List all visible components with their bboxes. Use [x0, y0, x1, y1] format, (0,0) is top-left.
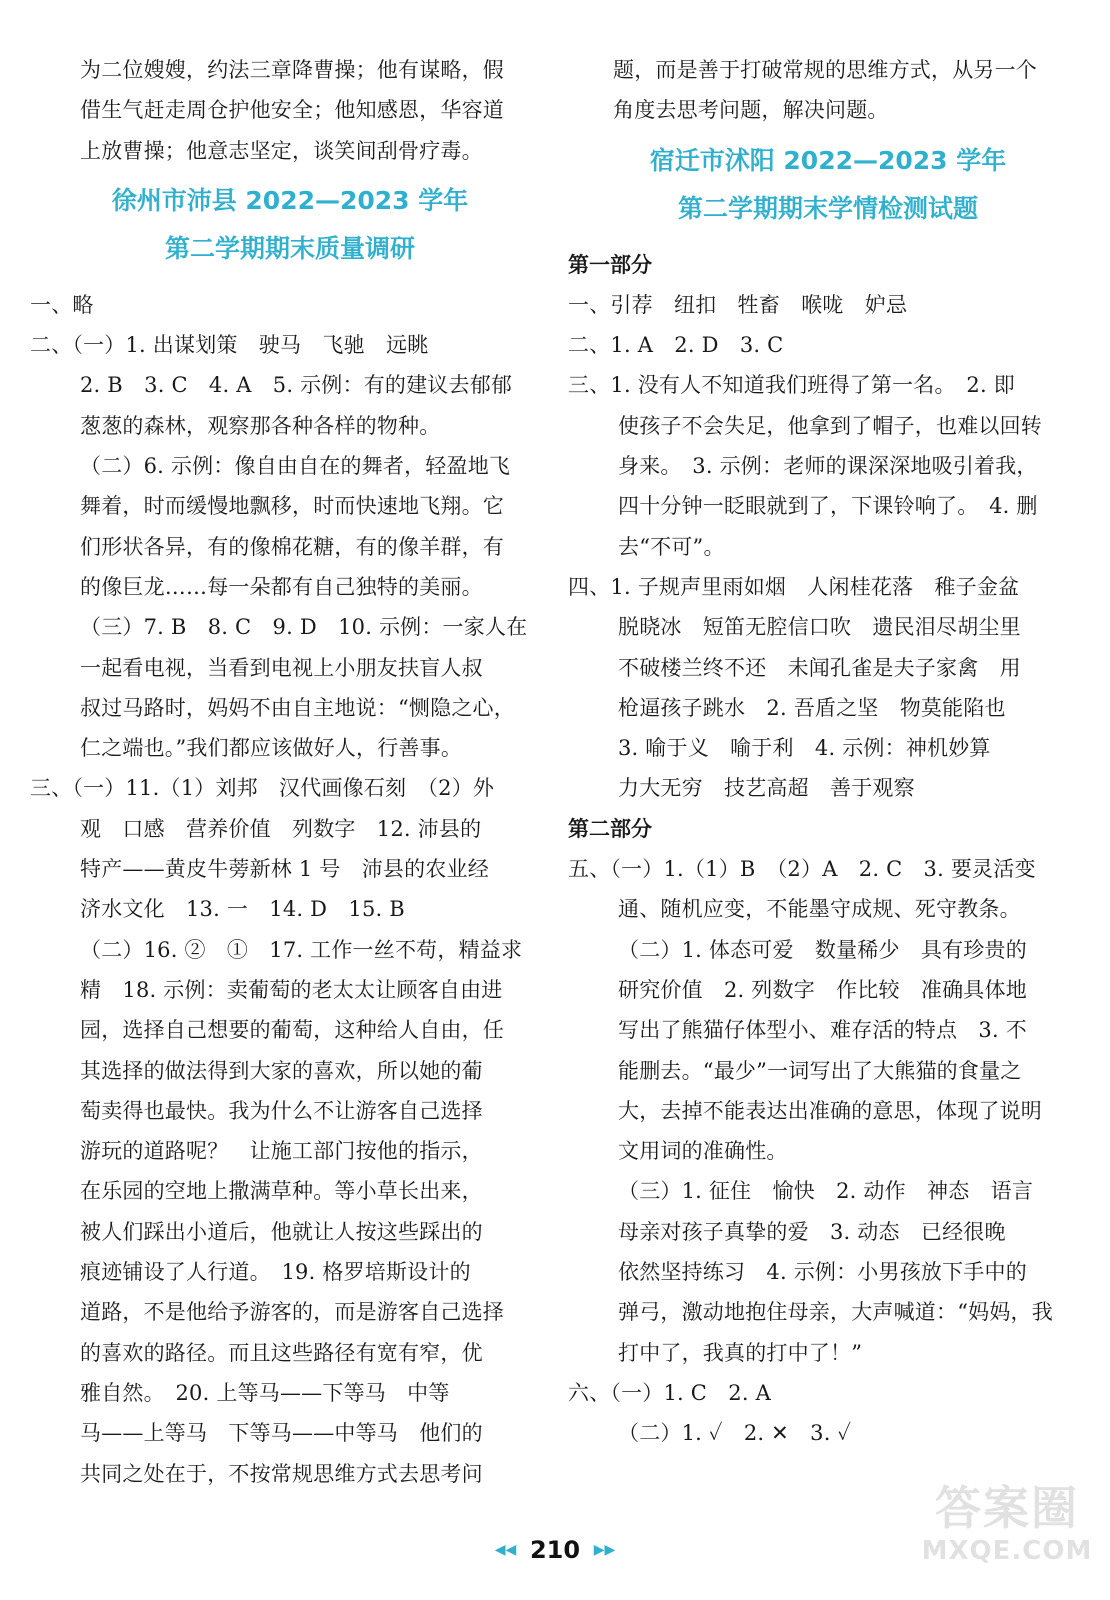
answer-line: 葱葱的森林，观察那各种各样的物种。 — [80, 413, 441, 438]
answer-line: 二、1. A 2. D 3. C — [568, 333, 784, 358]
answer-line: 研究价值 2. 列数字 作比较 准确具体地 — [618, 977, 1027, 1002]
section-title-line2: 第二学期期末质量调研 — [164, 233, 415, 263]
answer-line: （二）6. 示例：像自由自在的舞者，轻盈地飞 — [80, 454, 511, 479]
answer-line: 四十分钟一眨眼就到了，下课铃响了。 4. 删 — [618, 494, 1038, 519]
answer-line: 特产——黄皮牛蒡新林 1 号 沛县的农业经 — [80, 857, 489, 882]
intro-line: 借生气赶走周仓护他安全；他知感恩，华容道 — [80, 98, 504, 123]
answer-line: 六、（一）1. C 2. A — [568, 1380, 771, 1405]
right-column — [568, 50, 1088, 1454]
section-heading: 第二部分 — [568, 816, 652, 841]
answer-line: （三）7. B 8. C 9. D 10. 示例：一家人在 — [80, 615, 528, 640]
answer-line: 身来。 3. 示例：老师的课深深地吸引着我， — [618, 454, 1038, 479]
answer-line: 五、（一）1.（1）B （2）A 2. C 3. 要灵活变 — [568, 857, 1036, 882]
answer-line: 仁之端也。”我们都应该做好人，行善事。 — [80, 736, 463, 761]
intro-line: 题，而是善于打破常规的思维方式，从另一个 — [613, 58, 1037, 82]
answer-line: 2. B 3. C 4. A 5. 示例：有的建议去郁郁 — [80, 373, 513, 398]
answer-line: 脱晓冰 短笛无腔信口吹 遗民泪尽胡尘里 — [618, 615, 1021, 640]
section-heading: 第一部分 — [568, 252, 652, 277]
answer-line: 依然坚持练习 4. 示例：小男孩放下手中的 — [618, 1260, 1027, 1285]
answer-line: 精 18. 示例：卖葡萄的老太太让顾客自由进 — [80, 977, 503, 1002]
answer-line: 四、1. 子规声里雨如烟 人闲桂花落 稚子金盆 — [568, 574, 1020, 599]
answer-line: （二）1. ✓ 2. ✕ 3. ✓ — [618, 1421, 852, 1446]
answer-line: 在乐园的空地上撒满草种。等小草长出来， — [80, 1179, 483, 1204]
section-title-line2: 第二学期期末学情检测试题 — [677, 193, 978, 223]
answer-line: 母亲对孩子真挚的爱 3. 动态 已经很晚 — [618, 1219, 1006, 1244]
left-answers — [30, 285, 550, 1494]
answer-line: （二）16. ② ① 17. 工作一丝不苟，精益求 — [80, 937, 523, 962]
answer-line: 文用词的准确性。 — [618, 1139, 788, 1164]
left-intro — [30, 50, 550, 171]
answer-line: 叔过马路时，妈妈不由自主地说：“恻隐之心， — [80, 695, 515, 720]
answer-line: 打中了，我真的打中了！” — [618, 1340, 863, 1365]
double-right-arrow-icon: ▶▶ — [593, 1542, 616, 1558]
answer-line: 一起看电视，当看到电视上小朋友扶盲人叔 — [80, 655, 483, 680]
answer-line: 弹弓，激动地抱住母亲，大声喊道：“妈妈，我 — [618, 1300, 1053, 1325]
intro-line: 角度去思考问题，解决问题。 — [613, 98, 889, 123]
answer-line: 三、1. 没有人不知道我们班得了第一名。 2. 即 — [568, 373, 1015, 398]
answer-line: 济水文化 13. 一 14. D 15. B — [80, 897, 405, 922]
answer-line: 三、（一）11.（1）刘邦 汉代画像石刻 （2）外 — [30, 776, 495, 801]
answer-line: 共同之处在于，不按常规思维方式去思考问 — [80, 1461, 483, 1486]
answer-line: 力大无穷 技艺高超 善于观察 — [618, 776, 915, 801]
answer-line: 观 口感 营养价值 列数字 12. 沛县的 — [80, 816, 482, 841]
answer-line: 痕迹铺设了人行道。 19. 格罗培斯设计的 — [80, 1260, 471, 1285]
answer-line: （三）1. 征住 愉快 2. 动作 神态 语言 — [618, 1179, 1034, 1204]
answer-line: 游玩的道路呢？ 让施工部门按他的指示， — [80, 1139, 483, 1164]
left-column — [30, 50, 550, 1494]
answer-line: 枪逼孩子跳水 2. 吾盾之坚 物莫能陷也 — [618, 695, 1006, 720]
right-answers — [568, 245, 1088, 1454]
section-title-line1: 徐州市沛县 2022—2023 学年 — [111, 185, 469, 215]
section-title-line1: 宿迁市沭阳 2022—2023 学年 — [649, 145, 1007, 175]
answer-line: 萄卖得也最快。我为什么不让游客自己选择 — [80, 1098, 483, 1123]
answer-line: 使孩子不会失足，他拿到了帽子，也难以回转 — [618, 413, 1042, 438]
intro-line: 上放曹操；他意志坚定，谈笑间刮骨疗毒。 — [80, 138, 483, 163]
watermark-cn: 答案圈 — [935, 1481, 1079, 1535]
answer-line: 二、（一）1. 出谋划策 驶马 飞驰 远眺 — [30, 333, 429, 358]
watermark-logo — [912, 1480, 1102, 1590]
answer-line: 们形状各异，有的像棉花糖，有的像羊群，有 — [80, 534, 504, 559]
answer-line: （二）1. 体态可爱 数量稀少 具有珍贵的 — [618, 937, 1027, 962]
intro-line: 为二位嫂嫂，约法三章降曹操；他有谋略，假 — [80, 58, 504, 82]
answer-line: 马——上等马 下等马——中等马 他们的 — [80, 1421, 483, 1446]
answer-line: 去“不可”。 — [618, 534, 725, 559]
section-title-xuzhou — [30, 177, 550, 273]
right-intro — [568, 50, 1088, 131]
answer-line: 写出了熊猫仔体型小、难存活的特点 3. 不 — [618, 1018, 1027, 1043]
answer-line: 的像巨龙……每一朵都有自己独特的美丽。 — [80, 574, 483, 599]
answer-line: 园，选择自己想要的葡萄，这种给人自由，任 — [80, 1018, 504, 1043]
double-left-arrow-icon: ◀◀ — [494, 1542, 517, 1558]
watermark-en: MXQE.COM — [921, 1536, 1093, 1566]
answer-line: 能删去。“最少”一词写出了大熊猫的食量之 — [618, 1058, 1022, 1083]
answer-line: 一、引荐 纽扣 牲畜 喉咙 妒忌 — [568, 292, 908, 317]
answer-line: 舞着，时而缓慢地飘移，时而快速地飞翔。它 — [80, 494, 504, 519]
section-title-suqian — [568, 137, 1088, 233]
answer-line: 大，去掉不能表达出准确的意思，体现了说明 — [618, 1098, 1042, 1123]
answer-line: 道路，不是他给予游客的，而是游客自己选择 — [80, 1300, 504, 1325]
answer-line: 不破楼兰终不还 未闻孔雀是夫子家禽 用 — [618, 655, 1021, 680]
answer-line: 3. 喻于义 喻于利 4. 示例：神机妙算 — [618, 736, 991, 761]
page-number: 210 — [529, 1536, 581, 1564]
answer-line: 其选择的做法得到大家的喜欢，所以她的葡 — [80, 1058, 483, 1083]
answer-line: 雅自然。 20. 上等马——下等马 中等 — [80, 1380, 450, 1405]
answer-line: 通、随机应变，不能墨守成规、死守教条。 — [618, 897, 1021, 922]
answer-line: 的喜欢的路径。而且这些路径有宽有窄，优 — [80, 1340, 483, 1365]
answer-line: 一、略 — [30, 292, 94, 317]
answer-line: 被人们踩出小道后，他就让人按这些踩出的 — [80, 1219, 483, 1244]
